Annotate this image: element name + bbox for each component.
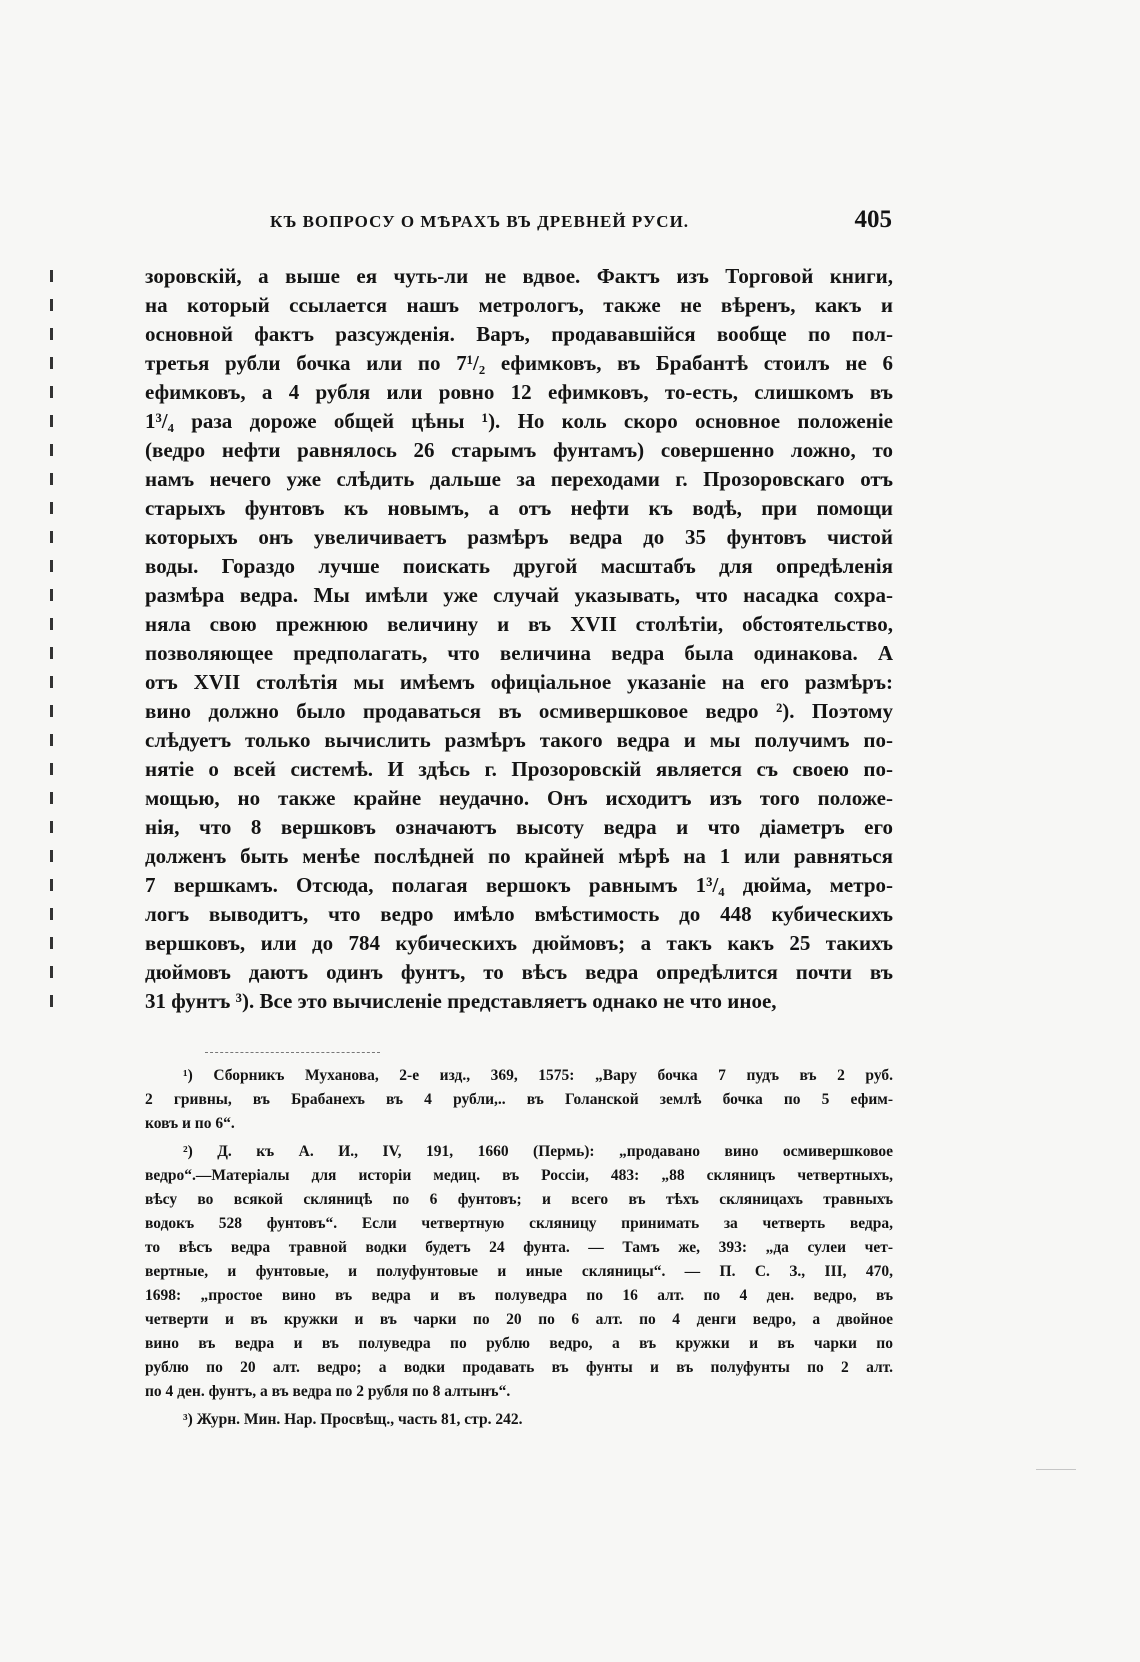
body-line: 7 вершкамъ. Отсюда, полагая вершокъ равнымъ 1³/₄ дюйма, метро- xyxy=(145,873,893,897)
body-line: нятіе о всей системѣ. И здѣсь г. Прозоровскій является съ своею по- xyxy=(145,757,893,781)
margin-mark xyxy=(50,386,53,398)
margin-mark xyxy=(50,879,53,891)
margin-mark xyxy=(50,792,53,804)
margin-mark xyxy=(50,618,53,630)
footnote-line: ковъ и по 6“. xyxy=(145,1115,235,1132)
footnote-line: ²) Д. къ А. И., IV, 191, 1660 (Пермь): „продавано вино осмивершковое xyxy=(183,1143,893,1160)
margin-mark xyxy=(50,850,53,862)
body-line: няла свою прежнюю величину и въ XVII столѣтіи, обстоятельство, xyxy=(145,612,893,636)
margin-mark xyxy=(50,763,53,775)
body-line: воды. Гораздо лучше поискать другой масштабъ для опредѣленія xyxy=(145,554,893,578)
margin-mark xyxy=(50,531,53,543)
footnote-line: по 4 ден. фунтъ, а въ ведра по 2 рубля по 8 алтынъ“. xyxy=(145,1383,511,1400)
footnote xyxy=(145,1408,893,1432)
margin-mark xyxy=(50,734,53,746)
body-line: зоровскій, а выше ея чуть-ли не вдвое. Фактъ изъ Торговой книги, xyxy=(145,264,893,288)
footnote xyxy=(145,1140,893,1404)
footnote-line: четверти и въ кружки и въ чарки по 20 по 6 алт. по 4 денги ведро, а двойное xyxy=(145,1311,893,1328)
margin-mark xyxy=(50,705,53,717)
footnote-separator xyxy=(205,1052,380,1053)
body-line: вино должно было продаваться въ осмивершковое ведро ²). Поэтому xyxy=(145,699,893,723)
margin-mark xyxy=(50,328,53,340)
margin-mark xyxy=(50,560,53,572)
footnote-line: вертные, и фунтовые, и полуфунтовые и иные скляницы“. — П. С. З., III, 470, xyxy=(145,1263,893,1280)
margin-mark xyxy=(50,473,53,485)
margin-mark xyxy=(50,357,53,369)
margin-mark xyxy=(50,995,53,1007)
body-text xyxy=(145,262,893,1016)
margin-mark xyxy=(50,502,53,514)
margin-mark xyxy=(50,589,53,601)
page-header xyxy=(270,206,892,240)
footnote-line: водокъ 528 фунтовъ“. Если четвертную скляницу принимать за четверть ведра, xyxy=(145,1215,893,1232)
margin-mark xyxy=(50,444,53,456)
body-line: основной фактъ разсужденія. Варъ, продававшійся вообще по пол- xyxy=(145,322,893,346)
scan-mark xyxy=(1036,1469,1076,1470)
body-line: долженъ быть менѣе послѣдней по крайней мѣрѣ на 1 или равняться xyxy=(145,844,893,868)
body-line: намъ нечего уже слѣдить дальше за переходами г. Прозоровскаго отъ xyxy=(145,467,893,491)
margin-mark xyxy=(50,415,53,427)
footnote-line: рублю по 20 алт. ведро; а водки продавать въ фунты и въ полуфунты по 2 алт. xyxy=(145,1359,893,1376)
body-line: мощью, но также крайне неудачно. Онъ исходитъ изъ того положе- xyxy=(145,786,893,810)
margin-mark xyxy=(50,821,53,833)
body-line: слѣдуетъ только вычислить размѣръ такого ведра и мы получимъ по- xyxy=(145,728,893,752)
footnote-line: ³) Журн. Мин. Нар. Просвѣщ., часть 81, стр. 242. xyxy=(183,1411,523,1428)
margin-mark xyxy=(50,908,53,920)
footnote xyxy=(145,1064,893,1136)
margin-mark xyxy=(50,299,53,311)
body-line: 31 фунтъ ³). Все это вычисленіе представляетъ однако не что иное, xyxy=(145,989,777,1013)
footnote-line: ведро“.—Матеріалы для исторіи медиц. въ Россіи, 483: „88 скляницъ четвертныхъ, xyxy=(145,1167,893,1184)
body-line: 1³/₄ раза дороже общей цѣны ¹). Но коль скоро основное положеніе xyxy=(145,409,893,433)
footnote-line: 2 гривны, въ Брабанехъ въ 4 рубли,.. въ Голанской землѣ бочка по 5 ефим- xyxy=(145,1091,893,1108)
footnote-line: 1698: „простое вино въ ведра и въ полуведра по 16 алт. по 4 ден. ведро, въ xyxy=(145,1287,893,1304)
body-line: на который ссылается нашъ метрологъ, также не вѣренъ, какъ и xyxy=(145,293,893,317)
body-line: нія, что 8 вершковъ означаютъ высоту ведра и что діаметръ его xyxy=(145,815,893,839)
body-line: старыхъ фунтовъ къ новымъ, а отъ нефти къ водѣ, при помощи xyxy=(145,496,893,520)
margin-mark xyxy=(50,966,53,978)
body-line: дюймовъ даютъ одинъ фунтъ, то вѣсъ ведра опредѣлится почти въ xyxy=(145,960,893,984)
body-line: вершковъ, или до 784 кубическихъ дюймовъ; а такъ какъ 25 такихъ xyxy=(145,931,893,955)
body-line: (ведро нефти равнялось 26 старымъ фунтамъ) совершенно ложно, то xyxy=(145,438,893,462)
body-line: позволяющее предполагать, что величина ведра была одинакова. А xyxy=(145,641,893,665)
footnote-line: вино въ ведра и въ полуведра по рублю ведро, а въ кружки и въ чарки по xyxy=(145,1335,893,1352)
margin-mark xyxy=(50,647,53,659)
body-line: отъ XVII столѣтія мы имѣемъ офиціальное указаніе на его размѣръ: xyxy=(145,670,893,694)
running-title: КЪ ВОПРОСУ О МѢРАХЪ ВЪ ДРЕВНЕЙ РУСИ. xyxy=(270,212,690,231)
footnotes xyxy=(145,1064,893,1432)
body-line: ефимковъ, а 4 рубля или ровно 12 ефимковъ, то-есть, слишкомъ въ xyxy=(145,380,893,404)
body-line: третья рубли бочка или по 7¹/₂ ефимковъ, въ Брабантѣ стоилъ не 6 xyxy=(145,351,893,375)
footnote-line: то вѣсъ ведра травной водки будетъ 24 фунта. — Тамъ же, 393: „да сулеи чет- xyxy=(145,1239,893,1256)
footnote-line: ¹) Сборникъ Муханова, 2-е изд., 369, 1575: „Вару бочка 7 пудъ въ 2 руб. xyxy=(183,1067,893,1084)
body-line: которыхъ онъ увеличиваетъ размѣръ ведра до 35 фунтовъ чистой xyxy=(145,525,893,549)
margin-mark xyxy=(50,676,53,688)
body-line: размѣра ведра. Мы имѣли уже случай указывать, что насадка сохра- xyxy=(145,583,893,607)
page-number: 405 xyxy=(854,206,892,233)
footnote-line: вѣсу во всякой скляницѣ по 6 фунтовъ; и всего въ тѣхъ скляницахъ травныхъ xyxy=(145,1191,893,1208)
body-line: логъ выводитъ, что ведро имѣло вмѣстимость до 448 кубическихъ xyxy=(145,902,893,926)
margin-mark xyxy=(50,270,53,282)
margin-mark xyxy=(50,937,53,949)
